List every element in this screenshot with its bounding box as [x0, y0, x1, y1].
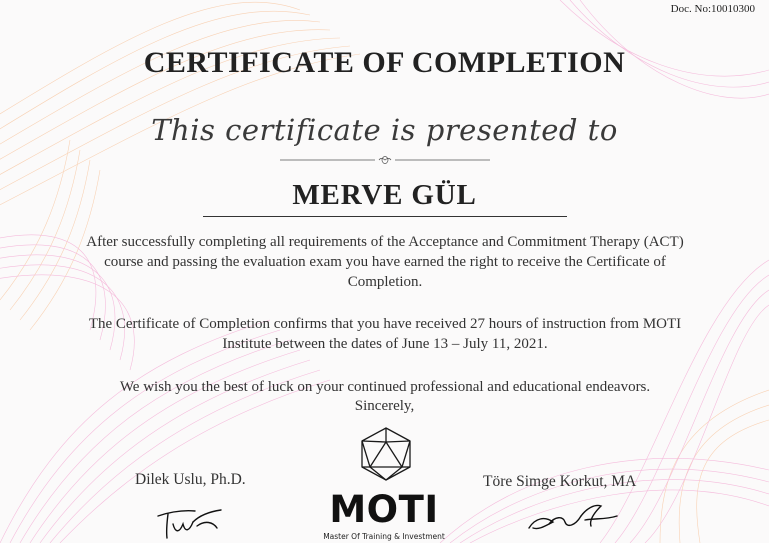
signatory-left-name: Dilek Uslu, Ph.D.	[135, 471, 246, 488]
signatory-right-name: Töre Simge Korkut, MA	[483, 473, 637, 490]
wishes-paragraph: We wish you the best of luck on your continued professional and educational endeavors.	[119, 379, 651, 395]
signature-left-icon	[155, 502, 225, 542]
signature-right-icon	[525, 498, 620, 536]
document-number: Doc. No:10010300	[670, 3, 755, 15]
moti-logo-tagline: Master Of Training & Investment	[323, 532, 445, 541]
name-underline	[203, 216, 567, 217]
icosahedron-icon	[358, 427, 414, 481]
completion-paragraph: After successfully completing all requirements of the Acceptance and Commitment Therapy (ACT) course and passing the evaluation exam you have earned the right to receive the Certificate of Completion.	[86, 234, 684, 290]
recipient-name: MERVE GÜL	[292, 179, 477, 211]
ornament-divider-icon	[280, 156, 490, 164]
hours-paragraph: The Certificate of Completion confirms that you have received 27 hours of instruction from MOTI Institute between the dates of June 13 – July 11, 2021.	[88, 316, 682, 352]
presented-to-heading: This certificate is presented to	[151, 113, 618, 147]
moti-logo-word: MOTI	[329, 488, 439, 531]
closing-text: Sincerely,	[354, 398, 415, 414]
certificate-title: CERTIFICATE OF COMPLETION	[143, 46, 626, 79]
